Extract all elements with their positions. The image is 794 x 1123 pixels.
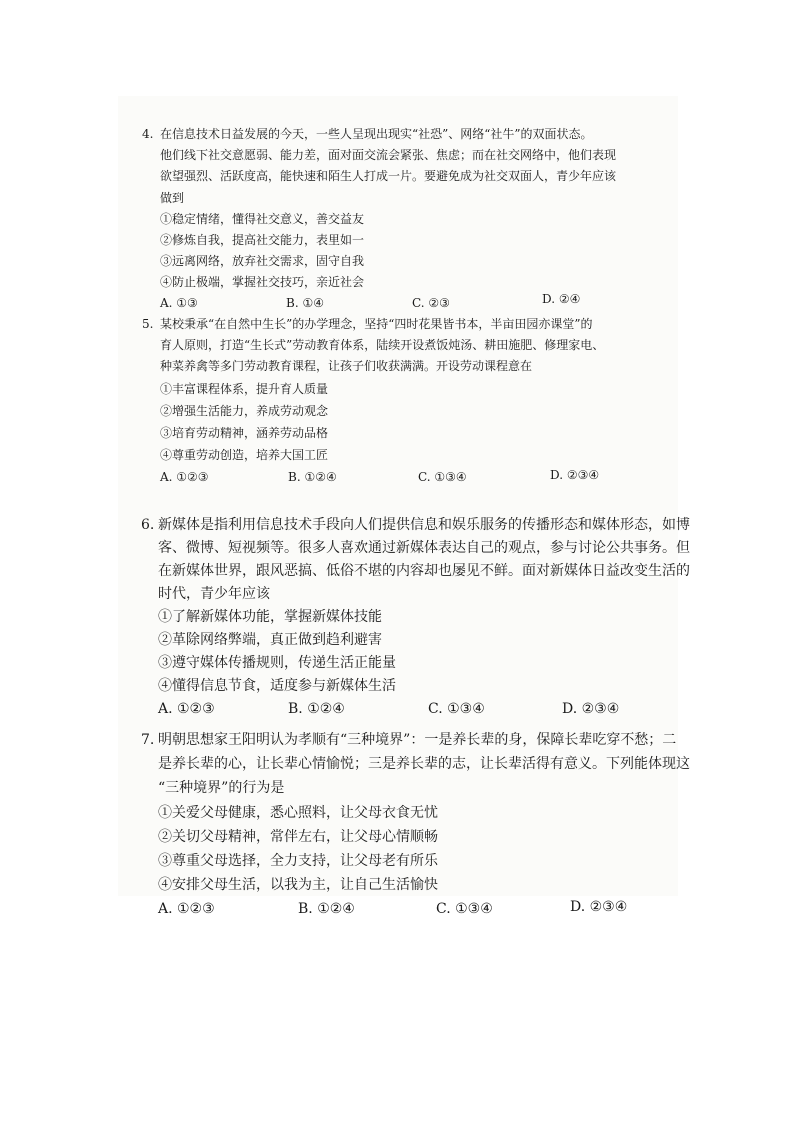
question-stem-line: 新媒体是指利用信息技术手段向人们提供信息和娱乐服务的传播形态和媒体形态，如博 bbox=[158, 517, 690, 533]
statement-item: ②关切父母精神，常伴左右，让父母心情顺畅 bbox=[158, 829, 438, 845]
answer-option-d: D. ②③④ bbox=[570, 899, 628, 915]
question-stem-line: 在信息技术日益发展的今天，一些人呈现出现实“社恐”、网络“社牛”的双面状态。 bbox=[160, 127, 593, 141]
statement-item: ①稳定情绪，懂得社交意义，善交益友 bbox=[160, 212, 365, 226]
answer-option-c: C. ①③④ bbox=[418, 470, 467, 484]
answer-option-b: B. ①②④ bbox=[288, 470, 337, 484]
question-stem-line: 种菜养禽等多门劳动教育课程，让孩子们收获满满。开设劳动课程意在 bbox=[160, 359, 533, 373]
statement-item: ③远离网络，放弃社交需求，固守自我 bbox=[160, 254, 365, 268]
answer-option-c: C. ①③④ bbox=[428, 701, 485, 717]
question-stem-line: “三种境界”的行为是 bbox=[158, 780, 285, 796]
statement-item: ③尊重父母选择，全力支持，让父母老有所乐 bbox=[158, 853, 438, 869]
question-number: 5. bbox=[142, 317, 154, 331]
question-stem-line: 欲望强烈、活跃度高，能快速和陌生人打成一片。要避免成为社交双面人，青少年应该 bbox=[160, 169, 617, 183]
statement-item: ②修炼自我，提高社交能力，表里如一 bbox=[160, 233, 365, 247]
statement-item: ④防止极端，掌握社交技巧，亲近社会 bbox=[160, 275, 365, 289]
statement-item: ①丰富课程体系，提升育人质量 bbox=[160, 382, 329, 396]
answer-option-b: B. ①④ bbox=[286, 296, 324, 310]
answer-option-d: D. ②④ bbox=[542, 292, 581, 306]
statement-item: ③培育劳动精神，涵养劳动品格 bbox=[160, 426, 329, 440]
answer-option-b: B. ①②④ bbox=[288, 701, 345, 717]
statement-item: ①关爱父母健康，悉心照料，让父母衣食无忧 bbox=[158, 805, 438, 821]
question-stem-line: 客、微博、短视频等。很多人喜欢通过新媒体表达自己的观点，参与讨论公共事务。但 bbox=[158, 540, 690, 556]
question-stem-line: 育人原则，打造“生长式”劳动教育体系，陆续开设煮饭炖汤、耕田施肥、修理家电、 bbox=[160, 338, 605, 352]
answer-option-c: C. ①③④ bbox=[436, 901, 493, 917]
statement-item: ①了解新媒体功能，掌握新媒体技能 bbox=[158, 609, 382, 625]
question-number: 7. bbox=[141, 732, 155, 748]
statement-item: ④尊重劳动创造，培养大国工匠 bbox=[160, 448, 329, 462]
question-number: 6. bbox=[141, 517, 155, 533]
question-stem-line: 是养长辈的心，让长辈心情愉悦；三是养长辈的志，让长辈活得有意义。下列能体现这 bbox=[158, 756, 690, 772]
answer-option-c: C. ②③ bbox=[412, 296, 450, 310]
question-stem-line: 做到 bbox=[160, 191, 185, 205]
answer-option-d: D. ②③④ bbox=[550, 468, 600, 482]
answer-option-b: B. ①②④ bbox=[298, 901, 355, 917]
answer-option-a: A. ①②③ bbox=[158, 701, 215, 717]
answer-option-d: D. ②③④ bbox=[562, 701, 620, 717]
question-stem-line: 时代，青少年应该 bbox=[158, 586, 270, 602]
answer-option-a: A. ①③ bbox=[160, 296, 198, 310]
statement-item: ④懂得信息节食，适度参与新媒体生活 bbox=[158, 678, 396, 694]
answer-option-a: A. ①②③ bbox=[158, 901, 215, 917]
question-stem-line: 在新媒体世界，跟风恶搞、低俗不堪的内容却也屡见不鲜。面对新媒体日益改变生活的 bbox=[158, 563, 690, 579]
statement-item: ②增强生活能力，养成劳动观念 bbox=[160, 404, 329, 418]
question-number: 4. bbox=[142, 127, 154, 141]
statement-item: ③遵守媒体传播规则，传递生活正能量 bbox=[158, 655, 396, 671]
statement-item: ④安排父母生活，以我为主，让自己生活愉快 bbox=[158, 877, 438, 893]
statement-item: ②革除网络弊端，真正做到趋利避害 bbox=[158, 632, 382, 648]
question-stem-line: 某校秉承“在自然中生长”的办学理念，坚持“四时花果皆书本，半亩田园亦课堂”的 bbox=[160, 317, 593, 331]
answer-option-a: A. ①②③ bbox=[160, 470, 209, 484]
question-stem-line: 明朝思想家王阳明认为孝顺有“三种境界”：一是养长辈的身，保障长辈吃穿不愁；二 bbox=[158, 732, 677, 748]
question-stem-line: 他们线下社交意愿弱、能力差，面对面交流会紧张、焦虑；而在社交网络中，他们表现 bbox=[160, 148, 617, 162]
